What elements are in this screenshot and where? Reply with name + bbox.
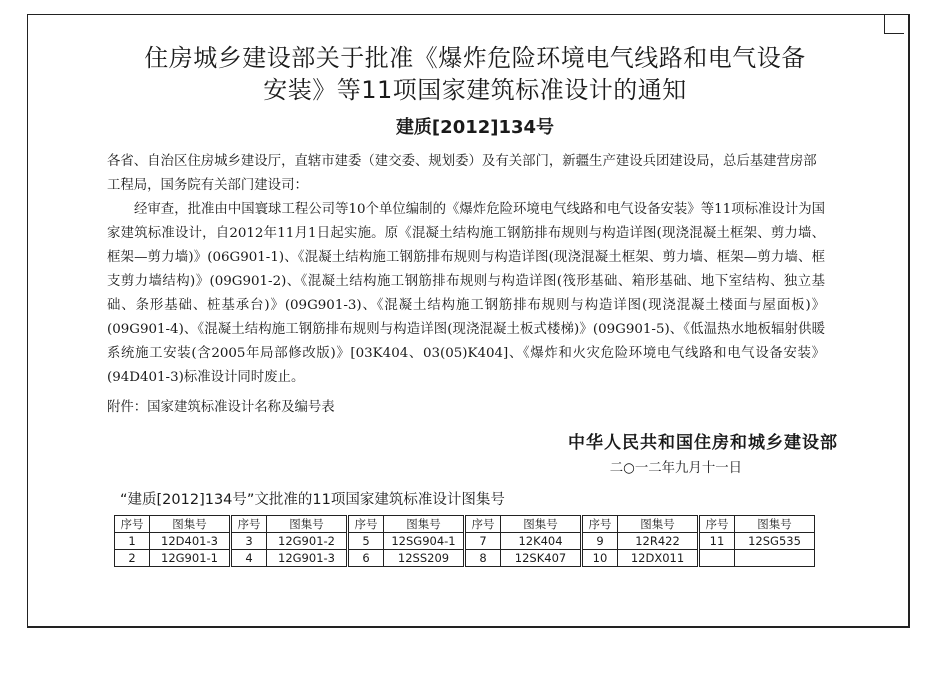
table-cell: 2 [115, 550, 150, 567]
header-cell: 图集号 [618, 516, 699, 533]
attachment-note: 附件：国家建筑标准设计名称及编号表 [107, 400, 335, 415]
header-cell: 图集号 [501, 516, 582, 533]
table-cell: 9 [582, 533, 618, 550]
table-cell: 12SK407 [501, 550, 582, 567]
main-paragraph: 经审查，批准由中国寰球工程公司等10个单位编制的《爆炸危险环境电气线路和电气设备安装》等11项标准设计为国家建筑标准设计，自2012年11月1日起实施。原《混凝土结构施工钢筋排布规则与构造详图(现浇混凝土框架、剪力墙、框架—剪力墙)》(06G901-1)、《混凝土结构施工钢筋排布规则与构造详图(现浇混凝土框架、剪力墙、框架—剪力墙、框支剪力墙结构)》(09G901-2)、《混凝土结构施工钢筋排布规则与构造详图(筏形基础、箱形基础、地下室结构、独立基础、条形基础、桩基承台)》(09G901-3)、《混凝土结构施工钢筋排布规则与构造详图(现浇混凝土楼面与屋面板)》(09G901-4)、《混凝土结构施工钢筋排布规则与构造详图(现浇混凝土板式楼梯)》(09G901-5)、《低温热水地板辐射供暖系统施工安装(含2005年局部修改版)》[03K404、03(05)K404]、《爆炸和火灾危险环境电气线路和电气设备安装》(94D401-3)标准设计同时废止。 [107, 202, 825, 385]
document-number: 建质[2012]134号 [395, 117, 555, 138]
table-cell: 12R422 [618, 533, 699, 550]
table-cell: 6 [348, 550, 384, 567]
header-cell: 序号 [465, 516, 501, 533]
issue-date: 二○一二年九月十一日 [609, 461, 742, 476]
header-cell: 图集号 [735, 516, 815, 533]
header-cell: 序号 [231, 516, 267, 533]
atlas-number-table [114, 515, 815, 567]
addressee-paragraph: 各省、自治区住房城乡建设厅，直辖市建委（建交委、规划委）及有关部门，新疆生产建设兵团建设局，总后基建营房部工程局，国务院有关部门建设司： [107, 154, 817, 193]
header-cell: 图集号 [267, 516, 348, 533]
header-cell: 序号 [699, 516, 735, 533]
table-cell: 12D401-3 [150, 533, 231, 550]
table-cell: 12DX011 [618, 550, 699, 567]
table-cell: 4 [231, 550, 267, 567]
table-cell: 10 [582, 550, 618, 567]
corner-mark [884, 14, 904, 34]
header-cell: 序号 [115, 516, 150, 533]
table-row [115, 550, 815, 567]
header-cell: 图集号 [384, 516, 465, 533]
table-cell: 12G901-1 [150, 550, 231, 567]
table-header-row [115, 516, 815, 533]
table-cell: 12K404 [501, 533, 582, 550]
table-cell [735, 550, 815, 567]
notice-title-line1: 住房城乡建设部关于批准《爆炸危险环境电气线路和电气设备 [144, 44, 806, 72]
table-cell: 12G901-2 [267, 533, 348, 550]
table-cell: 5 [348, 533, 384, 550]
table-cell: 3 [231, 533, 267, 550]
table-cell: 1 [115, 533, 150, 550]
header-cell: 图集号 [150, 516, 231, 533]
table-cell: 12G901-3 [267, 550, 348, 567]
table-cell: 12SG535 [735, 533, 815, 550]
header-cell: 序号 [348, 516, 384, 533]
table-cell: 12SG904-1 [384, 533, 465, 550]
table-cell: 8 [465, 550, 501, 567]
table-cell: 7 [465, 533, 501, 550]
notice-title-line2: 安装》等11项国家建筑标准设计的通知 [263, 76, 687, 104]
table-row [115, 533, 815, 550]
table-cell: 12SS209 [384, 550, 465, 567]
issuer: 中华人民共和国住房和城乡建设部 [568, 433, 838, 453]
table-cell [699, 550, 735, 567]
header-cell: 序号 [582, 516, 618, 533]
table-title: “建质[2012]134号”文批准的11项国家建筑标准设计图集号 [120, 492, 505, 508]
table-cell: 11 [699, 533, 735, 550]
